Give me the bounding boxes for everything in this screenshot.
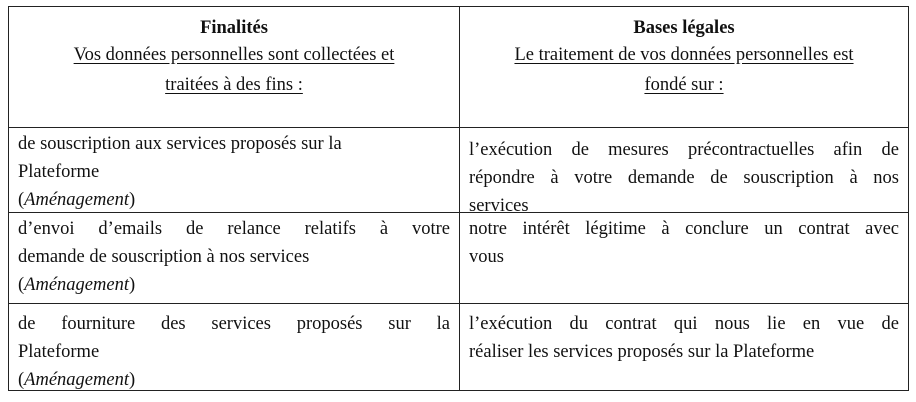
finalite-cell: [9, 304, 460, 391]
finalite-note-text: Aménagement: [24, 370, 129, 390]
base-text-line: notre intérêt légitime à conclure un contrat avec: [469, 219, 899, 239]
finalite-note: (Aménagement): [18, 275, 136, 295]
header-finalites-subtitle-line2: traitées à des fins :: [165, 75, 303, 95]
base-legale-cell: [460, 304, 909, 391]
header-finalites-subtitle-line1: Vos données personnelles sont collectées et: [73, 45, 395, 65]
finalite-note: (Aménagement): [18, 370, 136, 390]
finalite-note-text: Aménagement: [24, 190, 129, 210]
base-text-line: vous: [469, 247, 504, 267]
finalite-text-line: de souscription aux services proposés sur la: [18, 134, 342, 154]
base-legale-cell: [460, 128, 909, 216]
base-text-line: répondre à votre demande de souscription à nos: [469, 168, 899, 188]
base-text-line: l’exécution du contrat qui nous lie en vue de: [469, 314, 899, 334]
finalite-text-line: d’envoi d’emails de relance relatifs à votre: [18, 219, 450, 239]
table-row: [9, 213, 909, 304]
finalite-text-line: Plateforme: [18, 342, 100, 362]
finalite-note-text: Aménagement: [24, 275, 129, 295]
base-text-line: l’exécution de mesures précontractuelles afin de: [469, 140, 899, 160]
table-row: [9, 128, 909, 213]
finalite-cell: [9, 213, 460, 304]
header-bases-subtitle-line2: fondé sur :: [644, 75, 724, 95]
header-bases-legales: [460, 7, 909, 128]
legal-bases-table: [8, 6, 909, 391]
finalite-text-line: Plateforme: [18, 162, 100, 182]
base-text-line: services: [469, 196, 529, 216]
finalite-text-line: de fourniture des services proposés sur la: [18, 314, 450, 334]
base-text-line: réaliser les services proposés sur la Plateforme: [469, 342, 815, 362]
header-bases-subtitle-line1: Le traitement de vos données personnelles est: [514, 45, 854, 65]
header-bases-title: Bases légales: [633, 18, 735, 38]
finalite-text-line: demande de souscription à nos services: [18, 247, 310, 267]
finalite-cell: [9, 128, 460, 213]
base-legale-cell: [460, 213, 909, 304]
table-row: [9, 304, 909, 391]
header-finalites-title: Finalités: [200, 18, 268, 38]
header-finalites: [9, 7, 460, 128]
table-header-row: [9, 7, 909, 128]
finalite-note: (Aménagement): [18, 190, 136, 210]
